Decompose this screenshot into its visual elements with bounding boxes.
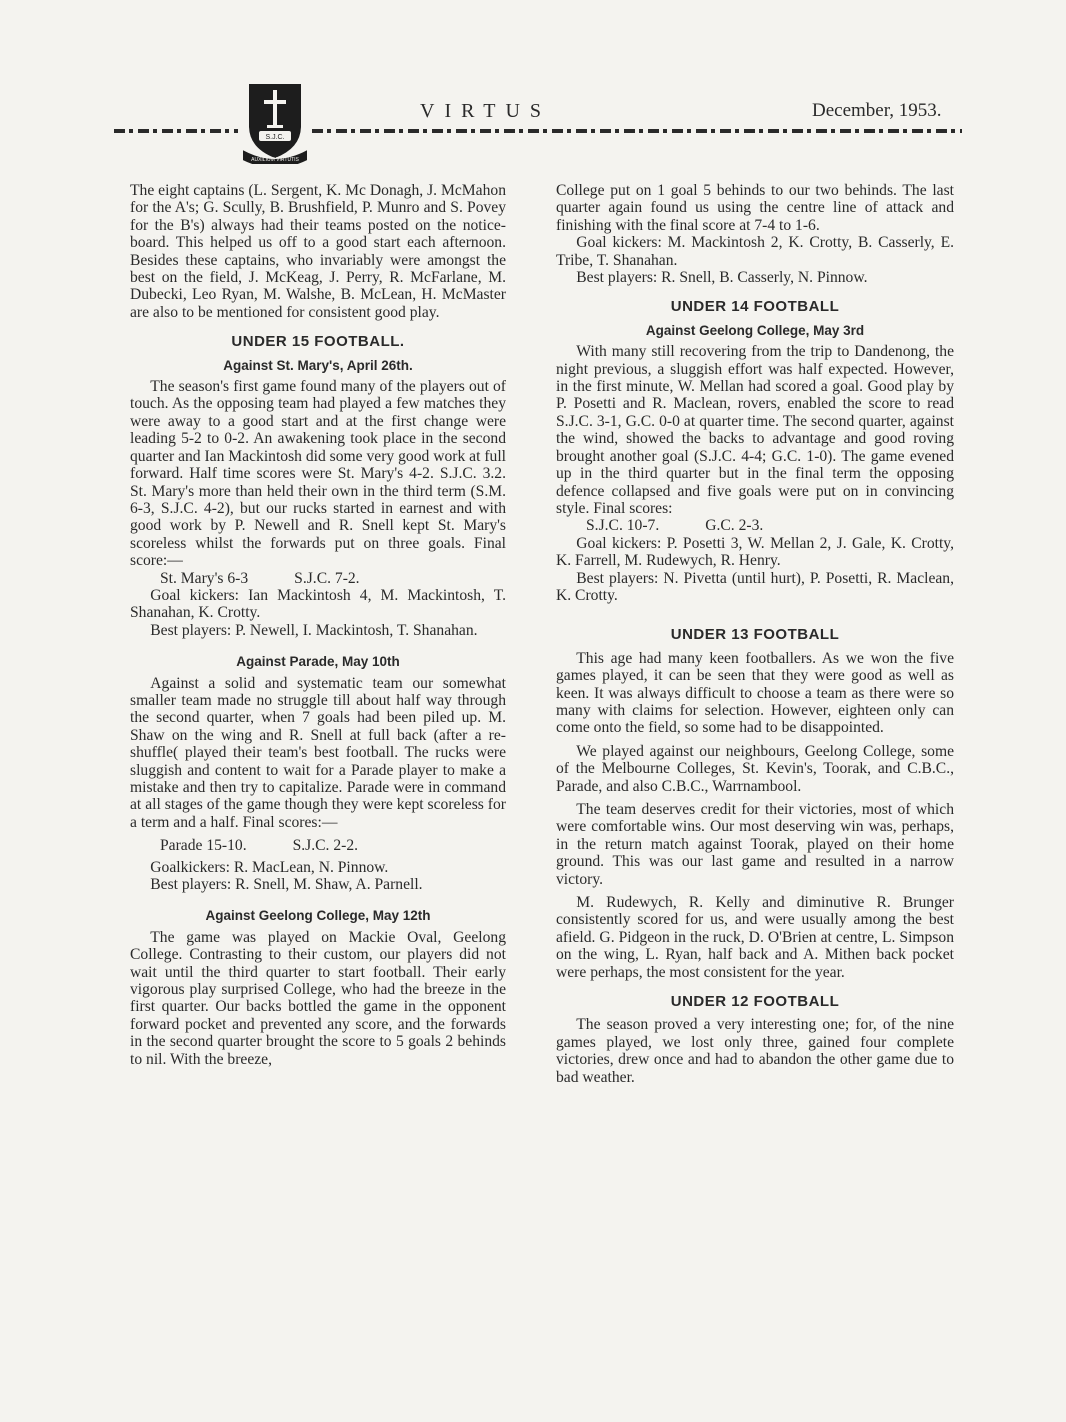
match-heading: Against Geelong College, May 12th [205,908,431,924]
final-score [130,837,506,854]
paragraph: The season's first game found many of the players out of touch. As the opposing team had played a few matches they were away to a good start and at the first change were leading 5-2 to 0-2. An awakening took place in the second quarter and Ian Mackintosh did some very good work at full forward. Half time scores were St. Mary's 4-2. S.J.C. 3.2. St. Mary's more than held their own in the third term (S.M. 6-3, S.J.C. 4-2), but our rucks started in earnest and with good work by P. Newell and R. Snell kept St. Mary's scoreless whilst the forwards put on three goals. Final score:— [130,378,506,570]
paragraph: Goalkickers: R. MacLean, N. Pinnow. [150,858,389,876]
ornamental-rule-left [114,129,238,133]
right-column [556,182,954,1086]
paragraph: Goal kickers: Ian Mackintosh 4, M. Mackintosh, T. Shanahan, K. Crotty. [130,586,506,622]
match-heading: Against Parade, May 10th [236,654,400,670]
paragraph: Goal kickers: P. Posetti 3, W. Mellan 2, J. Gale, K. Crotty, K. Farrell, M. Rudewych, R. Henry. [556,534,954,570]
section-heading: UNDER 14 FOOTBALL [670,298,840,316]
paragraph: Best players: R. Snell, M. Shaw, A. Parnell. [150,876,423,894]
score-team-a: Parade 15-10. [160,837,247,855]
section-heading: UNDER 13 FOOTBALL [670,626,840,644]
publication-title: VIRTUS [420,100,552,122]
score-team-b: S.J.C. 2-2. [292,837,359,855]
paragraph: Best players: P. Newell, I. Mackintosh, T. Shanahan. [150,621,478,639]
paragraph: College put on 1 goal 5 behinds to our two behinds. The last quarter again found us using the centre line of attack and finishing with the final score at 7-4 to 1-6. [556,182,954,234]
paragraph: Best players: N. Pivetta (until hurt), P. Posetti, R. Maclean, K. Crotty. [556,569,954,604]
section-heading: UNDER 15 FOOTBALL. [231,333,405,351]
final-score [130,570,506,587]
issue-date: December, 1953. [812,100,942,121]
masthead [0,0,1066,163]
match-heading: Against St. Mary's, April 26th. [223,357,413,373]
paragraph: We played against our neighbours, Geelong College, some of the Melbourne Colleges, St. Kevin's, Toorak, and C.B.C., Parade, and also C.B.C., Warrnambool. [556,742,954,795]
final-score [556,517,954,534]
paragraph: The team deserves credit for their victories, most of which were comfortable wins. Our most deserving win was, perhaps, in the return match against Toorak, played on their home ground. This was our last game and resulted in a narrow victory. [556,801,954,888]
paragraph: This age had many keen footballers. As we won the five games played, it can be seen that they were good as well as keen. It was always difficult to choose a team as there were so many with claims for selection. However, eighteen only can come onto the field, so some had to be disappointed. [556,649,954,737]
paragraph: With many still recovering from the trip to Dandenong, the night previous, a sluggish effort was half expected. However, in the first minute, W. Mellan had scored a goal. Good play by P. Posetti and R. Maclean, rovers, enabled the score to read S.J.C. 3-1, G.C. 0-0 at quarter time. The second quarter, against the wind, showed the backs to advantage and good roving brought another goal (S.J.C. 4-4; G.C. 1-0). The game evened up in the third quarter but in the final term the opposing defence collapsed and five goals were put on in convincing style. Final scores: [556,343,954,517]
paragraph: M. Rudewych, R. Kelly and diminutive R. Brunger consistently scored for us, and were usually among the best afield. G. Pidgeon in the ruck, D. O'Brien at centre, L. Simpson on the wing, L. Ryan, half back and A. Mithen back pocket were perhaps, the most consistent for the year. [556,894,954,981]
left-column [130,182,506,1068]
score-team-a: S.J.C. 10-7. [586,517,660,535]
paragraph: The eight captains (L. Sergent, K. Mc Donagh, J. McMahon for the A's; G. Scully, B. Brushfield, P. Munro and S. Povey for the B's) always had their teams posted on the notice-board. This helped us off to a good start each afternoon. Besides these captains, who invariably were amongst the best on the field, J. McKeag, J. Perry, R. McFarlane, M. Dubecki, Leo Ryan, M. Walshe, B. McLean, H. McMaster are also to be mentioned for consistent good play. [130,182,506,321]
ornamental-rule-right [312,129,962,133]
crest-text: S.J.C. [265,134,285,141]
paragraph: The game was played on Mackie Oval, Geelong College. Contrasting to their custom, our players did not wait until the third quarter to start football. Their early vigorous play surprised College, who had the breeze in the first quarter. Our backs bottled the game in the opponent forward pocket and prevented any score, and the forwards in the second quarter brought the score to 5 goals 2 behinds to nil. With the breeze, [130,928,506,1068]
school-crest-icon [243,78,307,164]
match-heading: Against Geelong College, May 3rd [645,322,865,338]
paragraph: Against a solid and systematic team our somewhat smaller team made no struggle till about half way through the second quarter, when 7 goals had been piled up. M. Shaw on the wing and R. Snell at full back (after a re-shuffle( played their team's best football. The rucks were sluggish and content to wait for a Parade player to make a mistake and then try to capitalize. Parade were in command at all stages of the game though they were kept scoreless for a term and a half. Final scores:— [130,674,506,831]
score-team-a: St. Mary's 6-3 [160,569,249,587]
score-team-b: S.J.C. 7-2. [294,569,360,587]
paragraph: Best players: R. Snell, B. Casserly, N. Pinnow. [576,269,868,287]
paragraph: Goal kickers: M. Mackintosh 2, K. Crotty, B. Casserly, E. Tribe, T. Shanahan. [556,234,954,269]
crest-motto: AUXILIUM VIRTUTIS [251,157,299,163]
paragraph: The season proved a very interesting one; for, of the nine games played, we lost only three, gained four complete victories, drew once and had to abandon the other game due to bad weather. [556,1016,954,1086]
section-heading: UNDER 12 FOOTBALL [670,993,840,1011]
score-team-b: G.C. 2-3. [705,517,764,535]
